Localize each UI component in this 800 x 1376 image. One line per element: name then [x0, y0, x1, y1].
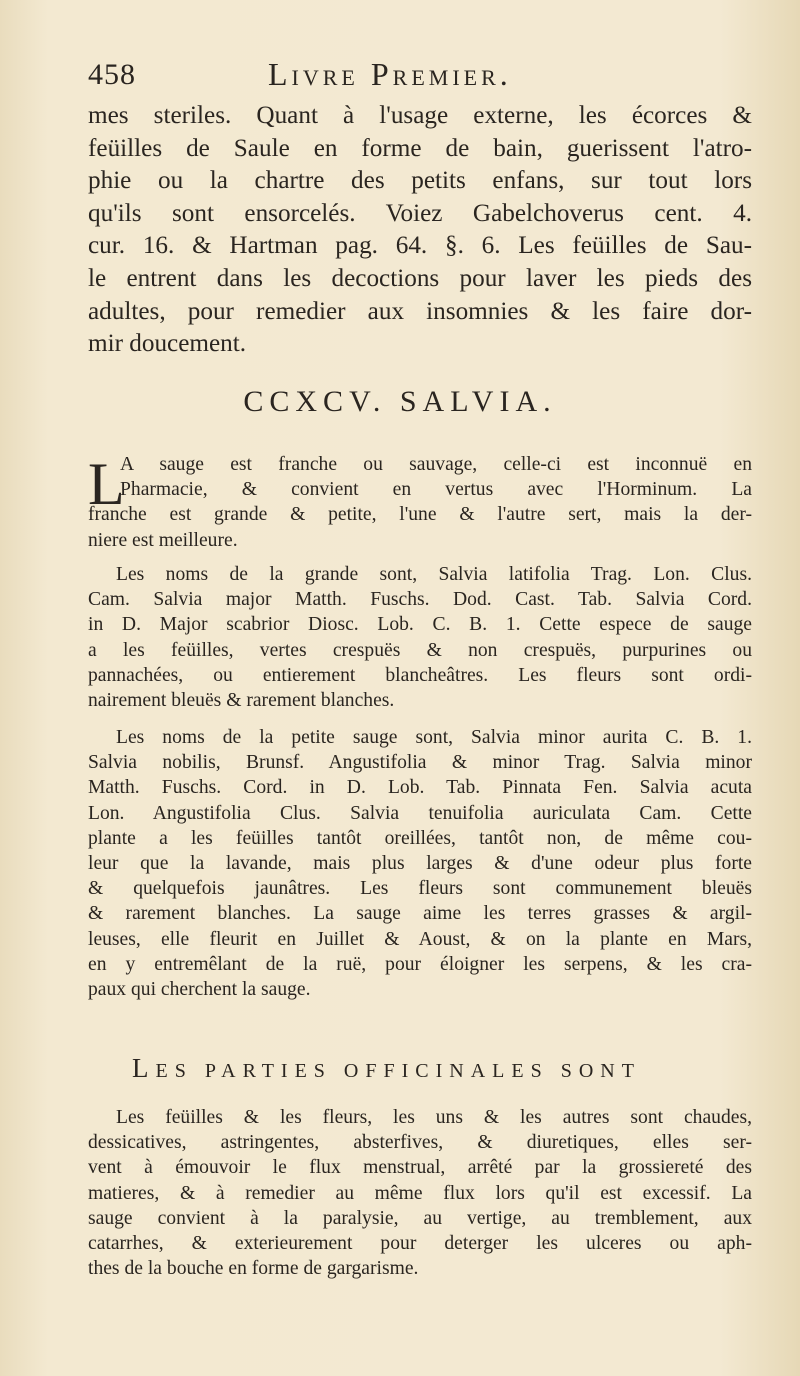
paragraph-grande-sauge — [88, 562, 752, 713]
paragraph-saule-end — [88, 100, 752, 361]
text-line: Matth. Fuschs. Cord. in D. Lob. Tab. Pinnata Fen. Salvia acuta — [88, 777, 752, 799]
text-line: cur. 16. & Hartman pag. 64. §. 6. Les feüilles de Sau- — [88, 232, 752, 260]
text-line: leuses, elle fleurit en Juillet & Aoust, & on la plante en Mars, — [88, 928, 752, 950]
text-line: qu'ils sont ensorcelés. Voiez Gabelchoverus cent. 4. — [88, 199, 752, 227]
text-line: leur que la lavande, mais plus larges & d'une odeur plus forte — [88, 853, 752, 875]
text-line: Lon. Angustifolia Clus. Salvia tenuifolia auriculata Cam. Cette — [88, 802, 752, 824]
drop-cap: L — [88, 451, 125, 517]
text-line: adultes, pour remedier aux insomnies & les faire dor- — [88, 297, 752, 325]
text-line: Les noms de la grande sont, Salvia latifolia Trag. Lon. Clus. — [116, 564, 752, 585]
text-line: le entrent dans les decoctions pour laver les pieds des — [88, 264, 752, 292]
text-line: thes de la bouche en forme de gargarisme. — [88, 1258, 419, 1280]
text-line: dessicatives, astringentes, absterfives, & diuretiques, elles ser- — [88, 1132, 752, 1154]
running-head: Livre Premier. — [268, 56, 512, 92]
subheading-initial: L — [132, 1053, 156, 1083]
text-line: feüilles de Saule en forme de bain, guerissent l'atro- — [88, 134, 752, 162]
paragraph-petite-sauge — [88, 725, 752, 1002]
text-line: & rarement blanches. La sauge aime les terres grasses & argil- — [88, 903, 752, 925]
text-line: Les noms de la petite sauge sont, Salvia minor aurita C. B. 1. — [116, 727, 752, 748]
text-line: in D. Major scabrior Diosc. Lob. C. B. 1. Cette espece de sauge — [88, 614, 752, 636]
text-line: Pharmacie, & convient en vertus avec l'Horminum. La — [120, 479, 752, 501]
text-line: matieres, & à remedier au même flux lors qu'il est excessif. La — [88, 1182, 752, 1204]
text-line: mir doucement. — [88, 330, 247, 358]
paragraph-parties — [88, 1105, 752, 1281]
section-title: CCXCV. SALVIA. — [243, 385, 557, 418]
text-line: a les feüilles, vertes crespuës & non crespuës, purpurines ou — [88, 639, 752, 661]
text-line: Cam. Salvia major Matth. Fuschs. Dod. Cast. Tab. Salvia Cord. — [88, 589, 752, 611]
text-line: A sauge est franche ou sauvage, celle-ci est inconnuë en — [120, 454, 752, 475]
text-line: niere est meilleure. — [88, 529, 238, 551]
text-line: Les feüilles & les fleurs, les uns & les autres sont chaudes, — [116, 1107, 752, 1128]
text-line: nairement bleuës & rarement blanches. — [88, 690, 395, 712]
text-line: phie ou la chartre des petits enfans, sur tout lors — [88, 167, 752, 195]
text-line: & quelquefois jaunâtres. Les fleurs sont communement bleuës — [88, 878, 752, 900]
text-line: en y entremêlant de la ruë, pour éloigner les serpens, & les cra- — [88, 953, 752, 975]
text-line: Salvia nobilis, Brunsf. Angustifolia & minor Trag. Salvia minor — [88, 752, 752, 774]
page-number: 458 — [88, 58, 136, 91]
text-line: vent à émouvoir le flux menstrual, arrêté par la grossiereté des — [88, 1157, 752, 1179]
text-line: plante a les feüilles tantôt oreillées, tantôt non, de même cou- — [88, 827, 752, 849]
text-line: paux qui cherchent la sauge. — [88, 979, 311, 1001]
subheading-text: ES PARTIES OFFICINALES SONT — [155, 1060, 641, 1082]
paragraph-intro — [88, 452, 752, 553]
page-header — [88, 56, 760, 96]
text-line: pannachées, ou entierement blancheâtres. Les fleurs sont ordi- — [88, 664, 752, 686]
text-line: catarrhes, & exterieurement pour deterger les ulceres ou aph- — [88, 1233, 752, 1255]
text-line: mes steriles. Quant à l'usage externe, les écorces & — [88, 102, 752, 129]
subheading-parties-officinales — [132, 1053, 641, 1084]
text-line: franche est grande & petite, l'une & l'autre sert, mais la der- — [88, 504, 752, 526]
text-line: sauge convient à la paralysie, au vertige, au tremblement, aux — [88, 1207, 752, 1229]
